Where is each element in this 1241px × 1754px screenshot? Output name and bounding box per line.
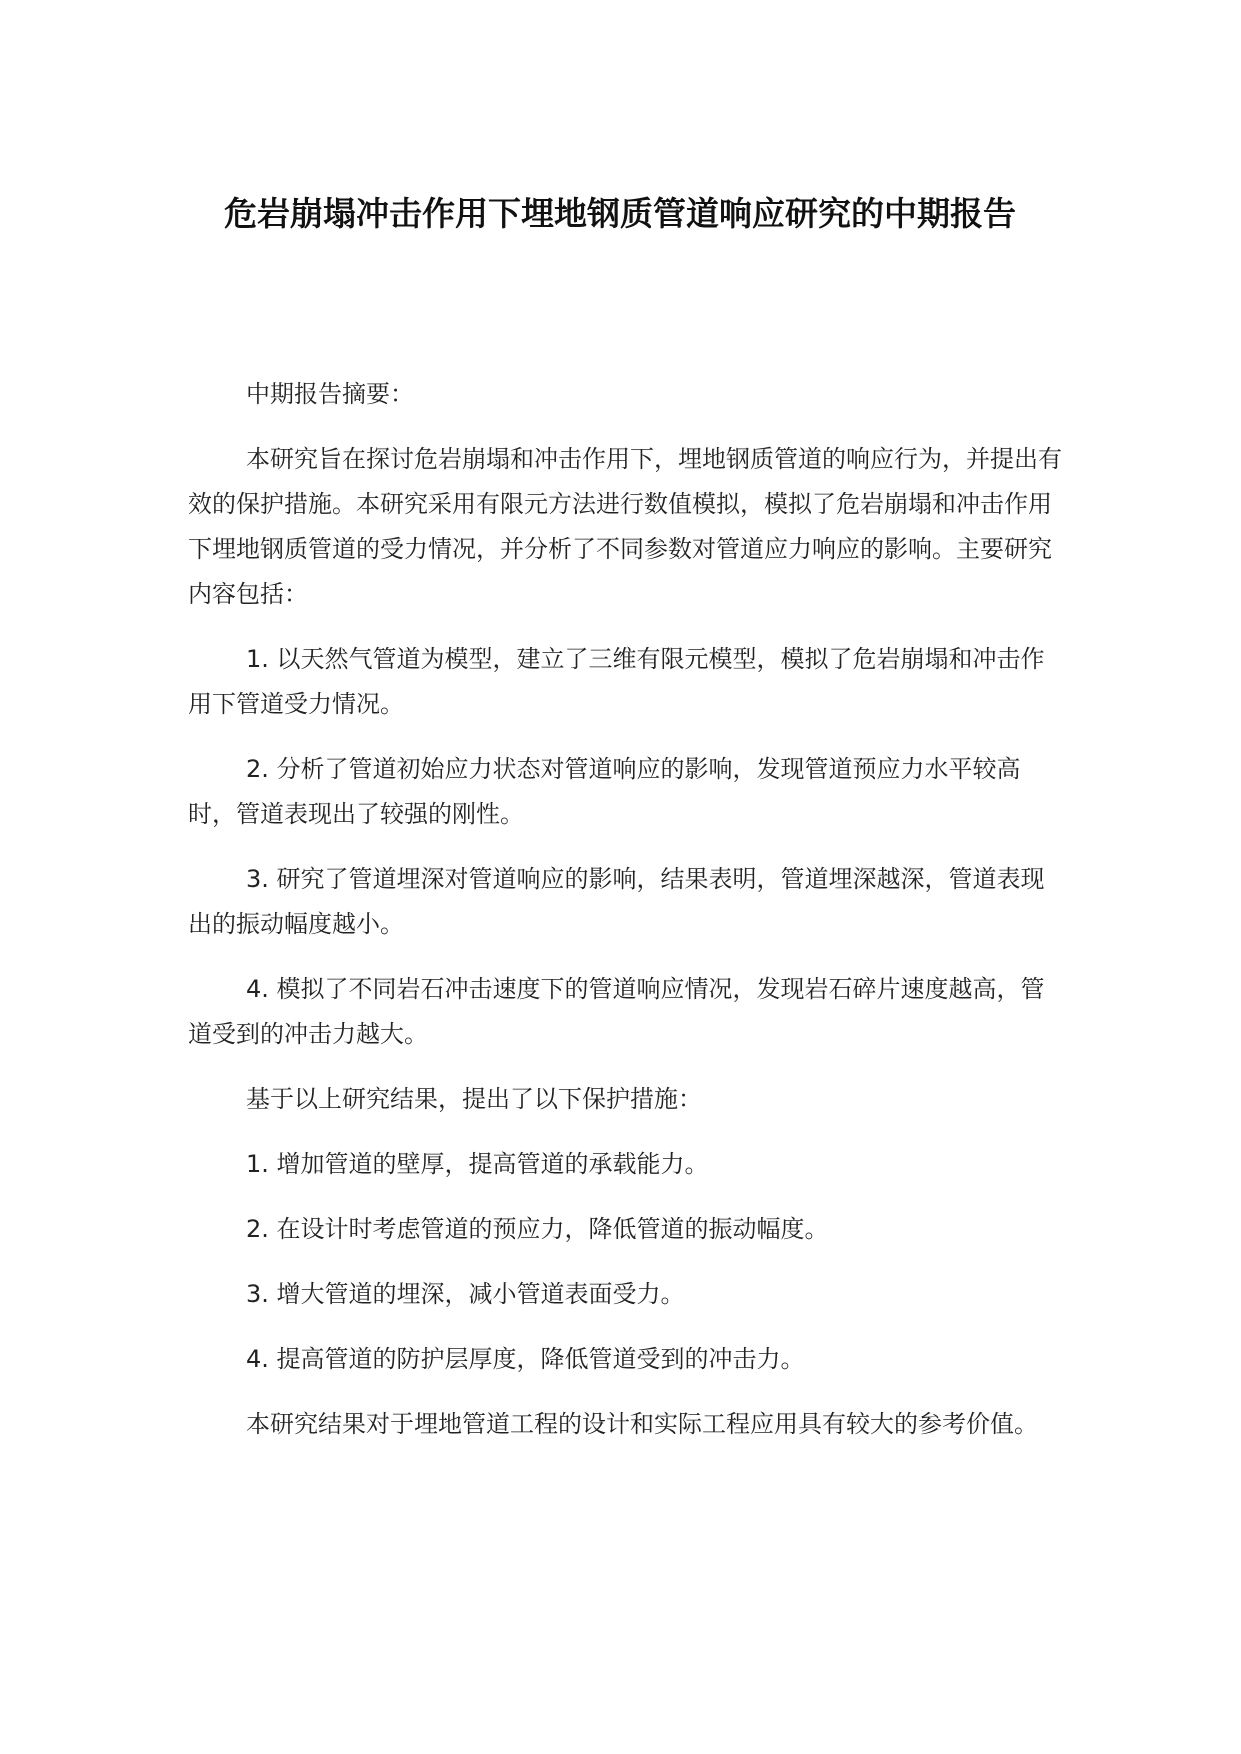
measure-item-1: 1. 增加管道的壁厚，提高管道的承载能力。: [246, 1150, 709, 1178]
research-item-1: 1. 以天然气管道为模型，建立了三维有限元模型，模拟了危岩崩塌和冲击作用下管道受力情况。: [188, 645, 1045, 718]
measure-item-2: 2. 在设计时考虑管道的预应力，降低管道的振动幅度。: [246, 1215, 829, 1243]
measure-item-3: 3. 增大管道的埋深，减小管道表面受力。: [246, 1280, 685, 1308]
research-item-3: 3. 研究了管道埋深对管道响应的影响，结果表明，管道埋深越深，管道表现出的振动幅度越小。: [188, 865, 1045, 938]
document-title: 危岩崩塌冲击作用下埋地钢质管道响应研究的中期报告: [224, 194, 1016, 233]
document-body: [188, 372, 1068, 1467]
research-item-2: 2. 分析了管道初始应力状态对管道响应的影响，发现管道预应力水平较高时，管道表现出了较强的刚性。: [188, 755, 1021, 828]
measure-item-4: 4. 提高管道的防护层厚度，降低管道受到的冲击力。: [246, 1345, 805, 1373]
measures-heading: 基于以上研究结果，提出了以下保护措施：: [246, 1085, 702, 1113]
research-item-4: 4. 模拟了不同岩石冲击速度下的管道响应情况，发现岩石碎片速度越高，管道受到的冲击力越大。: [188, 975, 1045, 1048]
conclusion-paragraph: 本研究结果对于埋地管道工程的设计和实际工程应用具有较大的参考价值。: [246, 1410, 1038, 1438]
intro-paragraph: 本研究旨在探讨危岩崩塌和冲击作用下，埋地钢质管道的响应行为，并提出有效的保护措施。本研究采用有限元方法进行数值模拟，模拟了危岩崩塌和冲击作用下埋地钢质管道的受力情况，并分析了不同参数对管道应力响应的影响。主要研究内容包括：: [188, 445, 1062, 608]
summary-heading: 中期报告摘要：: [246, 380, 414, 408]
